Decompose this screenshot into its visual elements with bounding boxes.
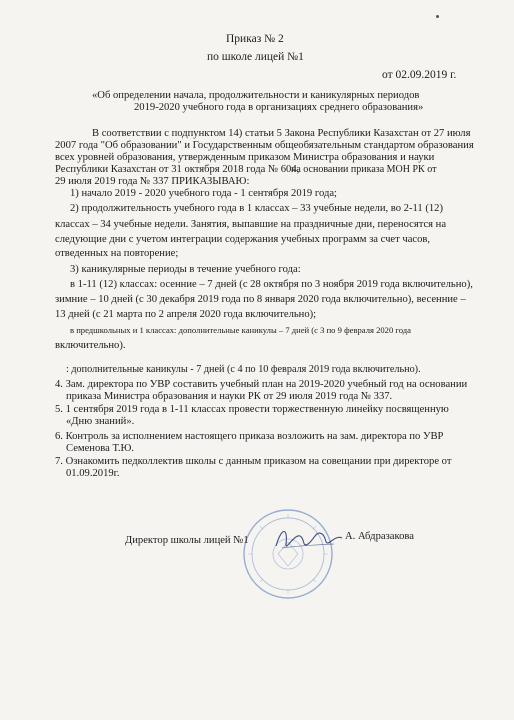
scan-speck: [436, 15, 439, 18]
signature-name: А. Абдразакова: [345, 531, 414, 542]
intro-line-2: 2007 года "Об образовании" и Государственным общеобязательным стандартом образования: [55, 140, 474, 151]
item-1: 1) начало 2019 - 2020 учебного года - 1 сентября 2019 года;: [70, 188, 337, 199]
point-5-line-1: 5. 1 сентября 2019 года в 1-11 классах провести торжественную линейку посвященную: [55, 404, 449, 415]
signature-position: Директор школы лицей №1: [125, 535, 249, 546]
director-signature: [272, 522, 346, 556]
intro-line-1: В соответствии с подпунктом 14) статьи 5 Закона Республики Казахстан от 27 июля: [92, 128, 471, 139]
item-2-line-3: следующие дни с учетом интеграции содержания учебных программ за счет часов,: [55, 234, 431, 245]
item-2-line-1: 2) продолжительность учебного года в 1 классах – 33 учебные недели, во 2-11 (12): [70, 203, 443, 214]
preschool-line-2: включительно).: [55, 340, 126, 351]
extra-holidays: : дополнительные каникулы - 7 дней (с 4 по 10 февраля 2019 года включительно).: [66, 364, 421, 375]
point-7-line-2: 01.09.2019г.: [66, 468, 120, 479]
point-4-line-2: приказа Министра образования и науки РК от 29 июля 2019 года № 337.: [66, 391, 393, 402]
intro-line-4: Республики Казахстан от 31 октября 2018 года № 604,: [55, 164, 300, 175]
item-3: 3) каникулярные периоды в течение учебного года:: [70, 264, 301, 275]
topic-line-2: 2019-2020 учебного года в организациях среднего образования»: [134, 102, 424, 113]
preschool-line-1: в предшкольных и 1 классах: дополнительные каникулы – 7 дней (с 3 по 9 февраля 2020 года: [70, 325, 411, 335]
point-4-line-1: 4. Зам. директора по УВР составить учебный план на 2019-2020 учебный год на основании: [55, 379, 468, 390]
order-subtitle: по школе лицей №1: [207, 51, 304, 63]
order-date: от 02.09.2019 г.: [382, 69, 457, 81]
order-title: Приказ № 2: [226, 33, 284, 45]
intro-line-3: всех уровней образования, утвержденным приказом Министра образования и науки: [55, 152, 435, 163]
holiday-line-1: в 1-11 (12) классах: осенние – 7 дней (с 28 октября по 3 ноября 2019 года включительно),: [70, 279, 473, 290]
item-2-line-4: отведенных на повторение;: [55, 248, 179, 259]
topic-line-1: «Об определении начала, продолжительности и каникулярных периодов: [92, 90, 420, 101]
point-7-line-1: 7. Ознакомить педколлектив школы с данным приказом на совещании при директоре от: [55, 456, 452, 467]
intro-line-4b: на основании приказа МОН РК от: [291, 164, 437, 175]
item-2-line-2: классах – 34 учебные недели. Занятия, выпавшие на праздничные дни, переносятся на: [55, 219, 447, 230]
intro-line-5: 29 июля 2019 года № 337 ПРИКАЗЫВАЮ:: [55, 176, 250, 187]
point-6-line-1: 6. Контроль за исполнением настоящего приказа возложить на зам. директора по УВР: [55, 431, 444, 442]
holiday-line-3: 13 дней (с 21 марта по 2 апреля 2020 года включительно);: [55, 309, 317, 320]
point-6-line-2: Семенова Т.Ю.: [66, 443, 135, 454]
holiday-line-2: зимние – 10 дней (с 30 декабря 2019 года по 8 января 2020 года включительно), весенние –: [55, 294, 466, 305]
point-5-line-2: «Дню знаний».: [66, 416, 135, 427]
